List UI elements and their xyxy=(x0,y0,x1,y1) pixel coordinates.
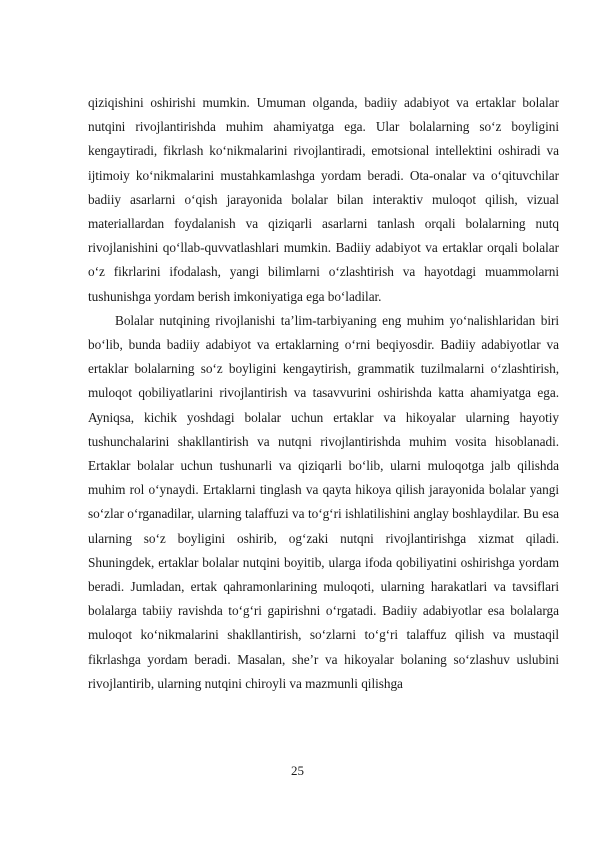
body-text xyxy=(88,91,559,696)
paragraph: Bolalar nutqining rivojlanishi ta’lim-tarbiyaning eng muhim yo‘nalishlaridan biri bo‘lib, bunda badiiy adabiyot va ertaklarning o‘rni beqiyosdir. Badiiy adabiyotlar va ertaklar bolalarning so‘z boyligini kengaytirish, grammatik tuzilmalarni o‘zlashtirish, muloqot qobiliyatlarini rivojlantirish va tasavvurini oshirishda katta ahamiyatga ega. Ayniqsa, kichik yoshdagi bolalar uchun ertaklar va hikoyalar ularning hayotiy tushunchalarini shakllantirish va nutqni rivojlantirishda muhim vosita hisoblanadi. Ertaklar bolalar uchun tushunarli va qiziqarli bo‘lib, ularni muloqotga jalb qilishda muhim rol o‘ynaydi. Ertaklarni tinglash va qayta hikoya qilish jarayonida bolalar yangi so‘zlar o‘rganadilar, ularning talaffuzi va to‘g‘ri ishlatilishini anglay boshlaydilar. Bu esa ularning so‘z boyligini oshirib, og‘zaki nutqni rivojlantirishga xizmat qiladi. Shuningdek, ertaklar bolalar nutqini boyitib, ularga ifoda qobiliyatini oshirishga yordam beradi. Jumladan, ertak qahramonlarining muloqoti, ularning harakatlari va tavsiflari bolalarga tabiiy ravishda to‘g‘ri gapirishni o‘rgatadi. Badiiy adabiyotlar esa bolalarga muloqot ko‘nikmalarini shakllantirish, so‘zlarni to‘g‘ri talaffuz qilish va mustaqil fikrlashga yordam beradi. Masalan, she’r va hikoyalar bolaning so‘zlashuv uslubini rivojlantirib, ularning nutqini chiroyli va mazmunli qilishga xyxy=(88,312,559,691)
paragraph-continuation: qiziqishini oshirishi mumkin. Umuman olganda, badiiy adabiyot va ertaklar bolalar nutqini rivojlantirishda muhim ahamiyatga ega. Ular bolalarning so‘z boyligini kengaytiradi, fikrlash ko‘nikmalarini rivojlantiradi, emotsional intellektini oshiradi va ijtimoiy ko‘nikmalarini mustahkamlashga yordam beradi. Ota-onalar va o‘qituvchilar badiiy asarlarni o‘qish jarayonida bolalar bilan interaktiv muloqot qilish, vizual materiallardan foydalanish va qiziqarli asarlarni tanlash orqali bolalarning nutq rivojlanishini qo‘llab-quvvatlashlari mumkin. Badiiy adabiyot va ertaklar orqali bolalar o‘z fikrlarini ifodalash, yangi bilimlarni o‘zlashtirish va hayotdagi muammolarni tushunishga yordam berish imkoniyatiga ega bo‘ladilar. xyxy=(88,95,559,304)
page-number: 25 xyxy=(291,763,304,778)
